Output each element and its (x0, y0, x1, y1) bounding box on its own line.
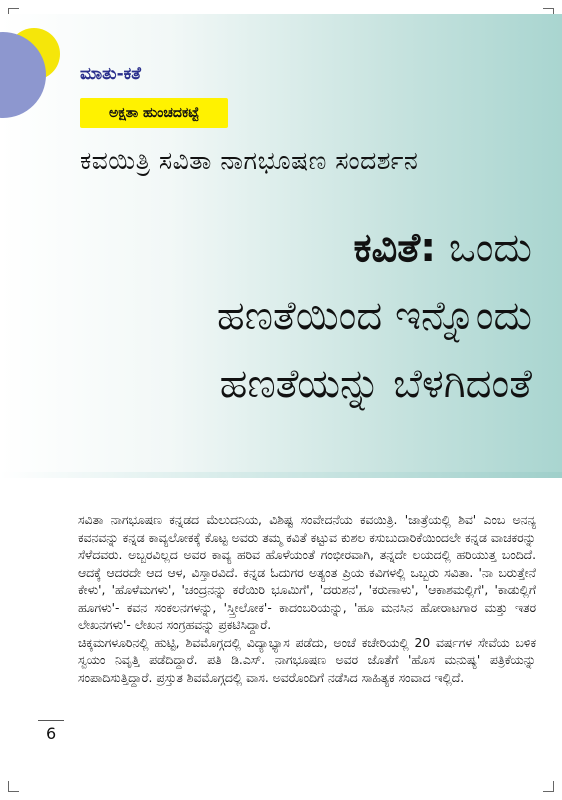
page-number: 6 (46, 724, 57, 743)
section-label: ಮಾತು-ಕತೆ (80, 64, 141, 84)
article-intro (78, 512, 536, 687)
title-bold-word: ಕವಿತೆ: (353, 225, 437, 271)
page-number-rule (38, 720, 64, 721)
article-title (62, 214, 532, 418)
title-line-1 (62, 214, 532, 282)
title-line-1-rest: ಒಂದು (448, 225, 532, 271)
intro-paragraph-1: ಸವಿತಾ ನಾಗಭೂಷಣ ಕನ್ನಡದ ಮೆಲುದನಿಯ, ವಿಶಿಷ್ಟ ಸಂವೇದನೆಯ ಕವಯಿತ್ರಿ. 'ಜಾತ್ರೆಯಲ್ಲಿ ಶಿವ' ಎಂಬ ಅನನ್ಯ ಕವನವನ್ನು ಕನ್ನಡ ಕಾವ್ಯಲೋಕಕ್ಕೆ ಕೊಟ್ಟ ಅವರು ತಮ್ಮ ಕವಿತೆ ಕಟ್ಟುವ ಕುಶಲ ಕಸುಬುದಾರಿಕೆಯಿಂದಲೇ ಕನ್ನಡ ವಾಚಕರನ್ನು ಸೆಳೆದವರು. ಅಬ್ಬರವಿಲ್ಲದ ಅವರ ಕಾವ್ಯ ಹರಿವ ಹೊಳೆಯಂತೆ ಗಂಭೀರವಾಗಿ, ತನ್ನದೇ ಲಯದಲ್ಲಿ ಹರಿಯುತ್ತ ಬಂದಿದೆ. ಆದಕ್ಕೆ ಆದರದೇ ಆದ ಆಳ, ವಿಸ್ತಾರವಿದೆ. ಕನ್ನಡ ಓದುಗರ ಅತ್ಯಂತ ಪ್ರಿಯ ಕವಿಗಳಲ್ಲಿ ಒಬ್ಬರು ಸವಿತಾ. 'ನಾ ಬರುತ್ತೇನೆ ಕೇಳು', 'ಹೊಳೆಮಗಳು', 'ಚಂದ್ರನನ್ನು ಕರೆಯಿರಿ ಭೂಮಿಗೆ', 'ದರುಶನ', 'ಕರುಣಾಳು', 'ಆಕಾಶಮಲ್ಲಿಗೆ', 'ಕಾಡುಲ್ಲಿಗೆ ಹೂಗಳು'- ಕವನ ಸಂಕಲನಗಳನ್ನು, 'ಸ್ತ್ರೀಲೋಕ'- ಕಾದಂಬರಿಯನ್ನು, 'ಹೂ ಮನಸಿನ ಹೋರಾಟಗಾರ ಮತ್ತು ಇತರ ಲೇಖನಗಳು'- ಲೇಖನ ಸಂಗ್ರಹವನ್ನು ಪ್ರಕಟಿಸಿದ್ದಾರೆ. (78, 513, 536, 632)
title-line-2: ಹಣತೆಯಿಂದ ಇನ್ನೊಂದು (216, 293, 532, 339)
crop-mark-bottom-left (8, 781, 19, 792)
crop-mark-bottom-right (543, 781, 554, 792)
intro-paragraph-2: ಚಿಕ್ಕಮಗಳೂರಿನಲ್ಲಿ ಹುಟ್ಟಿ, ಶಿವಮೊಗ್ಗದಲ್ಲಿ ವಿದ್ಯಾಭ್ಯಾಸ ಪಡೆದು, ಅಂಚೆ ಕಚೇರಿಯಲ್ಲಿ 20 ವರ್ಷಗಳ ಸೇವೆಯ ಬಳಿಕ ಸ್ವಯಂ ನಿವೃತ್ತಿ ಪಡೆದಿದ್ದಾರೆ. ಪತಿ ಡಿ.ಎಸ್. ನಾಗಭೂಷಣ ಅವರ ಜೊತೆಗೆ 'ಹೊಸ ಮನುಷ್ಯ' ಪತ್ರಿಕೆಯನ್ನು ಸಂಪಾದಿಸುತ್ತಿದ್ದಾರೆ. ಪ್ರಸ್ತುತ ಶಿವಮೊಗ್ಗದಲ್ಲಿ ವಾಸ. ಅವರೊಂದಿಗೆ ನಡೆಸಿದ ಸಾಹಿತ್ಯಕ ಸಂವಾದ ಇಲ್ಲಿದೆ. (78, 635, 536, 685)
title-line-3: ಹಣತೆಯನ್ನು ಬೆಳಗಿದಂತೆ (219, 361, 532, 407)
header-divider (0, 472, 562, 478)
author-tag: ಅಕ್ಷತಾ ಹುಂಚದಕಟ್ಟೆ (80, 98, 228, 128)
article-subtitle: ಕವಯಿತ್ರಿ ಸವಿತಾ ನಾಗಭೂಷಣ ಸಂದರ್ಶನ (80, 146, 419, 175)
